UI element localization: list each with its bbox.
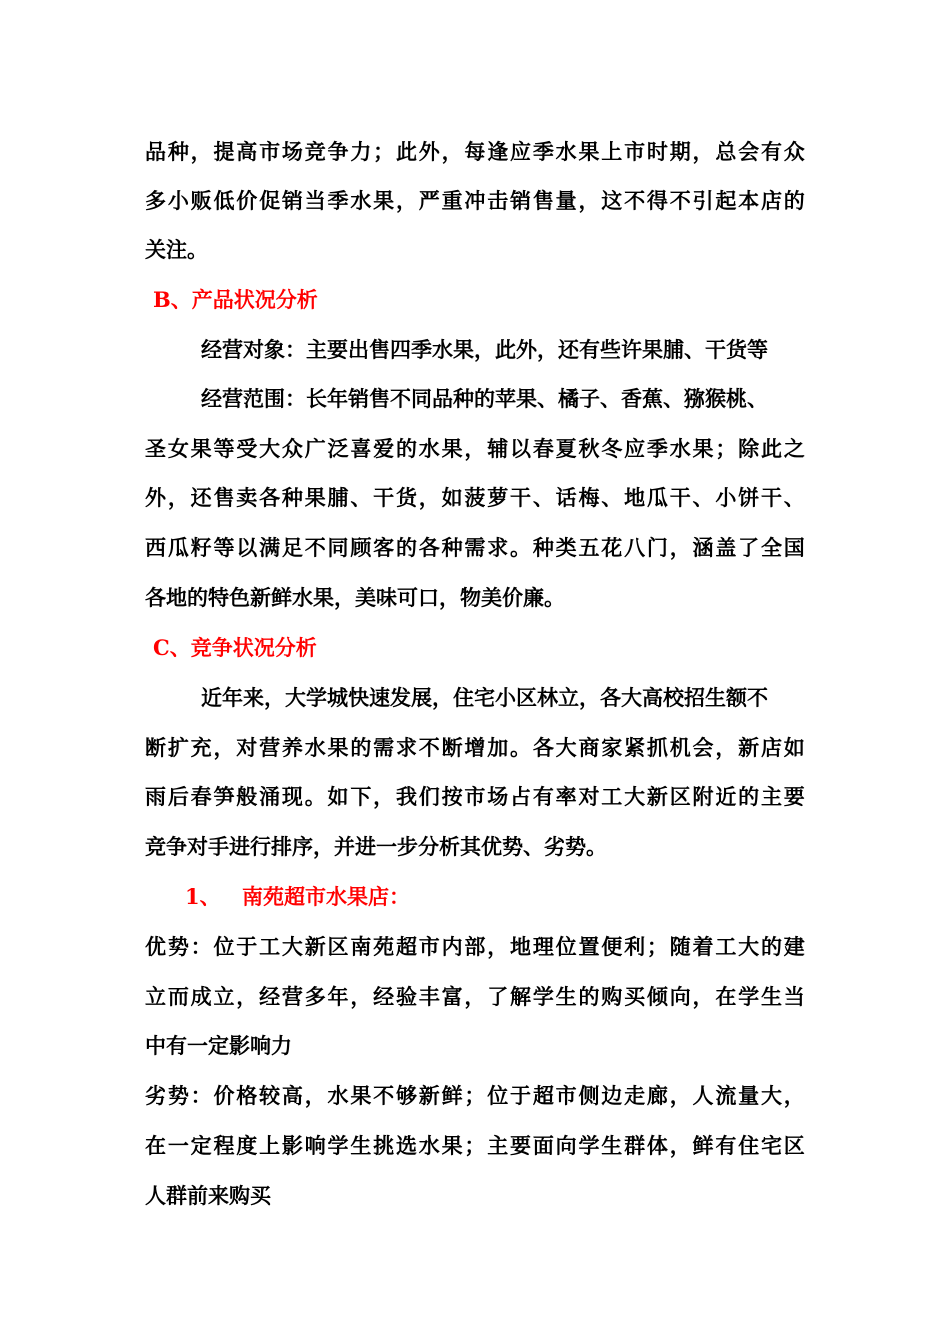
paragraph-line: 立 而 成 立 ， 经 营 多 年 ， 经 验 丰 富 ， 了 解 学 生 的 购 买 倾 向 ， 在 学 生 当: [145, 984, 805, 1009]
paragraph-line: 经营对象：主要出售四季水果，此外，还有些许果脯、干货等: [201, 337, 768, 362]
paragraph-line: 圣 女 果 等 受 大 众 广 泛 喜 爱 的 水 果 ， 辅 以 春 夏 秋 冬 应 季 水 果 ； 除 此 之: [145, 436, 805, 461]
paragraph-line: 劣 势 ： 价 格 较 高 ， 水 果 不 够 新 鲜 ； 位 于 超 市 侧 边 走 廊 ， 人 流 量 大 ，: [145, 1083, 805, 1108]
paragraph-line: 各地的特色新鲜水果，美味可口，物美价廉。: [145, 585, 565, 610]
paragraph-line: 断 扩 充 ， 对 营 养 水 果 的 需 求 不 断 增 加 。 各 大 商 家 紧 抓 机 会 ， 新 店 如: [145, 735, 805, 760]
paragraph-line: 西 瓜 籽 等 以 满 足 不 同 顾 客 的 各 种 需 求 。 种 类 五 花 八 门 ， 涵 盖 了 全 国: [145, 535, 805, 560]
paragraph-line: 雨 后 春 笋 般 涌 现 。 如 下 ， 我 们 按 市 场 占 有 率 对 工 大 新 区 附 近 的 主 要: [145, 784, 805, 809]
paragraph-line: 多 小 贩 低 价 促 销 当 季 水 果 ， 严 重 冲 击 销 售 量 ， 这 不 得 不 引 起 本 店 的: [145, 188, 805, 213]
paragraph-line: 品 种 ， 提 高 市 场 竞 争 力 ； 此 外 ， 每 逢 应 季 水 果 上 市 时 期 ， 总 会 有 众: [145, 139, 805, 164]
paragraph-line: 近年来，大学城快速发展，住宅小区林立，各大高校招生额不: [201, 685, 768, 710]
paragraph-line: 在 一 定 程 度 上 影 响 学 生 挑 选 水 果 ； 主 要 面 向 学 生 群 体 ， 鲜 有 住 宅 区: [145, 1133, 805, 1158]
paragraph-line: 优 势 ： 位 于 工 大 新 区 南 苑 超 市 内 部 ， 地 理 位 置 便 利 ； 随 着 工 大 的 建: [145, 934, 805, 959]
section-heading-b: B、产品状况分析: [153, 287, 318, 312]
section-heading-c: C、竞争状况分析: [153, 635, 317, 660]
paragraph-line: 关注。: [145, 237, 208, 262]
paragraph-line: 经营范围：长年销售不同品种的苹果、橘子、香蕉、猕猴桃、: [201, 386, 768, 411]
subsection-heading: 南苑超市水果店：: [242, 884, 410, 909]
paragraph-line: 竞争对手进行排序，并进一步分析其优势、劣势。: [145, 834, 607, 859]
list-number: 1、: [185, 884, 221, 909]
paragraph-line: 中有一定影响力: [145, 1033, 292, 1058]
paragraph-line: 人群前来购买: [145, 1183, 271, 1208]
paragraph-line: 外 ， 还 售 卖 各 种 果 脯 、 干 货 ， 如 菠 萝 干 、 话 梅 、 地 瓜 干 、 小 饼 干 、: [145, 485, 805, 510]
